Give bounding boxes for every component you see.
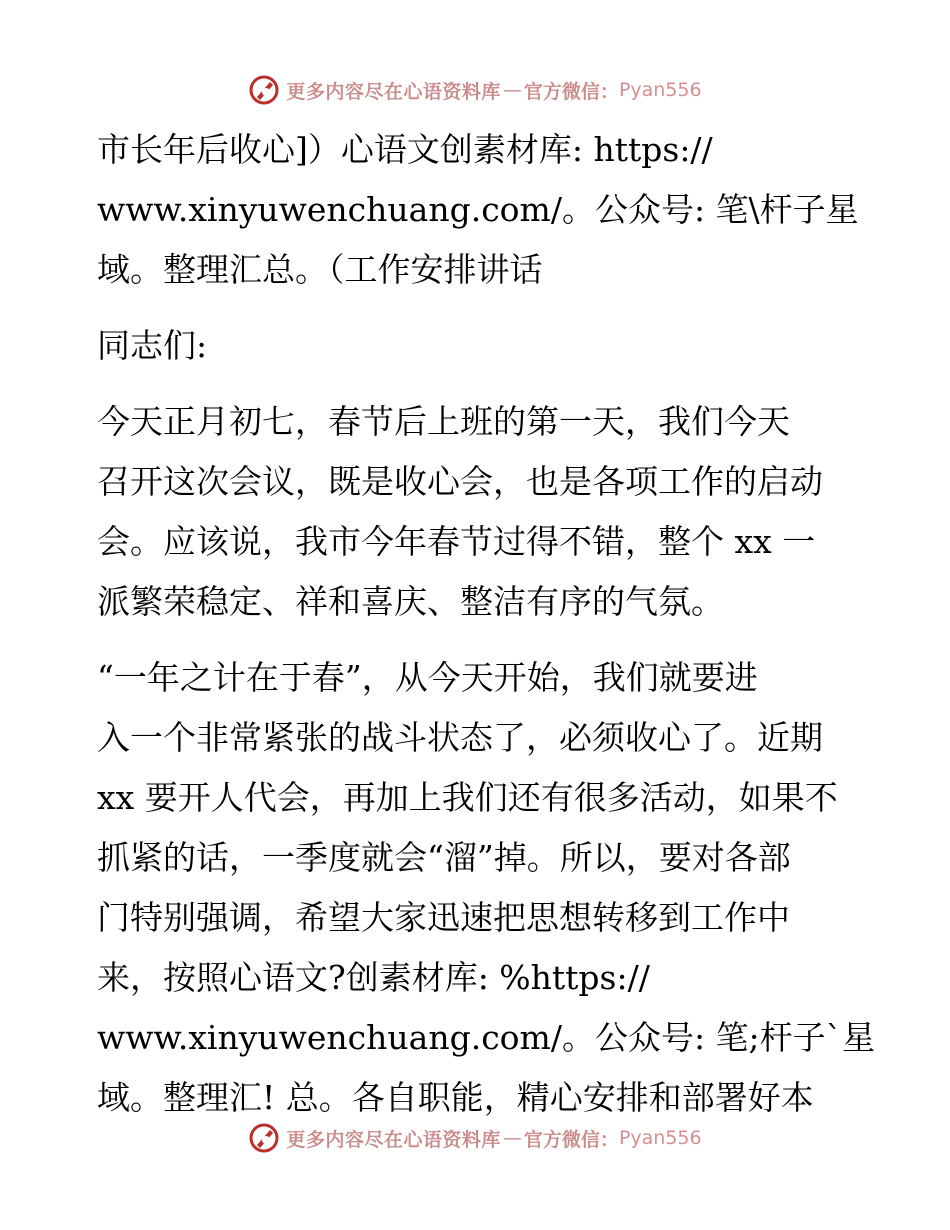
header-banner	[0, 70, 950, 110]
text-line: www.xinyuwenchuang.com/。公众号: 笔\杆子星	[97, 190, 859, 229]
banner-dash: —	[502, 79, 522, 101]
text-line: 域。整理汇总。（工作安排讲话	[97, 250, 543, 289]
banner-account-label: 官方微信：	[523, 1128, 619, 1151]
text-line: 门特别强调，希望大家迅速把思想转移到工作中	[97, 898, 790, 937]
banner-main-text: 更多内容尽在心语资料库	[286, 1128, 501, 1151]
text-line: “一年之计在于春”，从今天开始，我们就要进	[97, 658, 758, 697]
paragraph	[97, 316, 857, 376]
text-line: 派繁荣稳定、祥和喜庆、整洁有序的气氛。	[97, 582, 724, 621]
text-line: 抓紧的话，一季度就会“溜”掉。所以，要对各部	[97, 838, 791, 877]
pen-circle-logo-icon	[248, 74, 280, 106]
pen-circle-logo-icon	[248, 1122, 280, 1154]
text-line: 会。应该说，我市今年春节过得不错，整个 xx 一	[97, 522, 816, 561]
banner-dash: —	[502, 1127, 522, 1149]
paragraph	[97, 392, 857, 632]
text-line: 入一个非常紧张的战斗状态了，必须收心了。近期	[97, 718, 823, 757]
text-line: xx 要开人代会，再加上我们还有很多活动，如果不	[97, 778, 838, 817]
text-line: 今天正月初七，春节后上班的第一天，我们今天	[97, 402, 790, 441]
document-body	[97, 120, 876, 1144]
text-line: 域。整理汇! 总。各自职能，精心安排和部署好本	[97, 1078, 814, 1117]
banner-account-id: Pyan556	[618, 79, 702, 101]
paragraph	[97, 120, 857, 300]
text-line: 来，按照心语文?创素材库: %https://	[97, 958, 650, 997]
text-line: 市长年后收心]）心语文创素材库: https://	[97, 130, 713, 169]
text-line: 召开这次会议，既是收心会，也是各项工作的启动	[97, 462, 823, 501]
banner-account-id: Pyan556	[618, 1127, 702, 1149]
text-line: www.xinyuwenchuang.com/。公众号: 笔;杆子`星	[97, 1018, 876, 1057]
banner-account-label: 官方微信：	[523, 80, 619, 103]
paragraph	[97, 648, 876, 1128]
footer-banner	[0, 1118, 950, 1158]
banner-main-text: 更多内容尽在心语资料库	[286, 80, 501, 103]
text-line: 同志们:	[97, 326, 208, 365]
